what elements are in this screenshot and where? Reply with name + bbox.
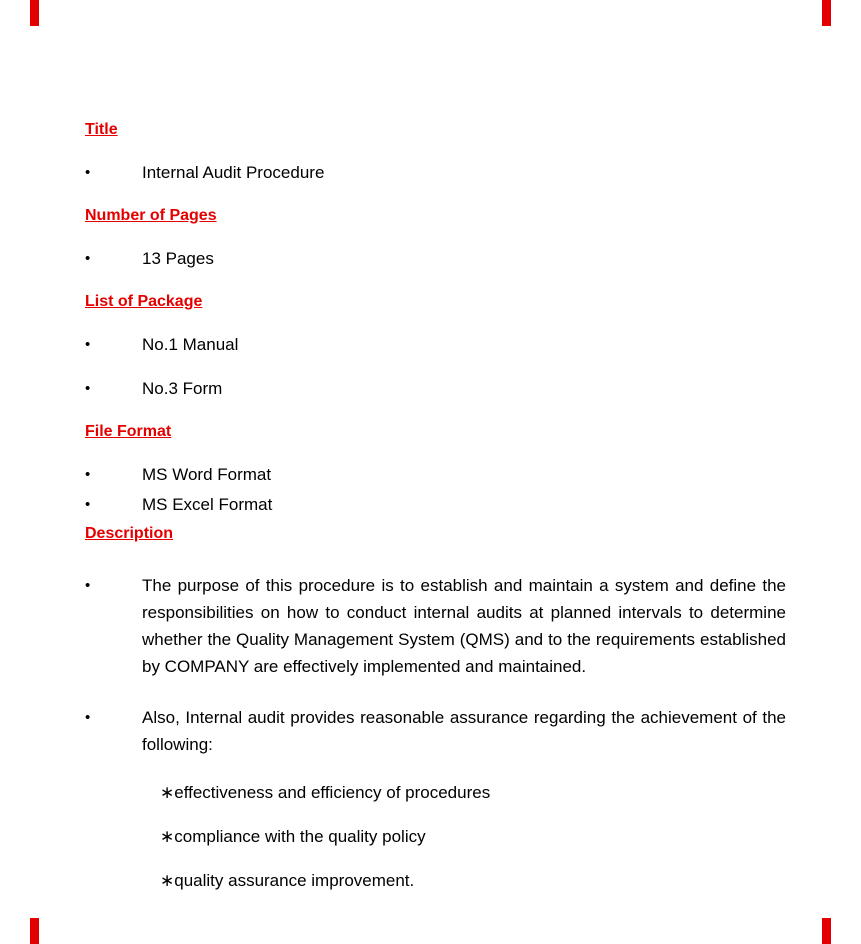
- list-item: [85, 464, 786, 486]
- sub-list-item: ∗effectiveness and efficiency of procedures: [160, 783, 491, 802]
- section-heading-title: Title: [85, 121, 118, 138]
- bullet-icon: •: [85, 466, 91, 483]
- list-item-text: Internal Audit Procedure: [142, 163, 325, 182]
- paragraph-text: The purpose of this procedure is to establish and maintain a system and define the responsibilities on how to conduct internal audits at planned intervals to determine whether the Quality Management System (QMS) and to the requirements established by COMPANY are effectively implemented and maintained.: [142, 576, 786, 676]
- bullet-icon: •: [85, 496, 91, 513]
- list-item-text: No.1 Manual: [142, 335, 239, 354]
- list-item-text: MS Excel Format: [142, 495, 273, 514]
- description-paragraph: [85, 704, 786, 758]
- sub-list-item: ∗compliance with the quality policy: [160, 827, 426, 846]
- sub-list-item: ∗quality assurance improvement.: [160, 871, 415, 890]
- list-item-text: No.3 Form: [142, 379, 223, 398]
- section-heading-file-format: File Format: [85, 423, 172, 440]
- list-item-text: 13 Pages: [142, 249, 214, 268]
- bullet-icon: •: [85, 709, 91, 726]
- section-heading-number-of-pages: Number of Pages: [85, 207, 217, 224]
- bullet-icon: •: [85, 577, 91, 594]
- bullet-icon: •: [85, 164, 91, 181]
- page-border-mark-bottom-left: [30, 918, 39, 944]
- section-heading-list-of-package: List of Package: [85, 293, 203, 310]
- list-item: [85, 162, 786, 184]
- list-item: [85, 248, 786, 270]
- list-item: [85, 494, 786, 516]
- description-paragraph: [85, 572, 786, 680]
- paragraph-text: Also, Internal audit provides reasonable assurance regarding the achievement of the following:: [142, 708, 786, 754]
- page-border-mark-top-right: [822, 0, 831, 26]
- bullet-icon: •: [85, 336, 91, 353]
- page-border-mark-top-left: [30, 0, 39, 26]
- list-item-text: MS Word Format: [142, 465, 272, 484]
- document-content: [85, 120, 786, 914]
- bullet-icon: •: [85, 380, 91, 397]
- list-item: [85, 378, 786, 400]
- bullet-icon: •: [85, 250, 91, 267]
- list-item: [85, 334, 786, 356]
- page-border-mark-bottom-right: [822, 918, 831, 944]
- section-heading-description: Description: [85, 525, 174, 542]
